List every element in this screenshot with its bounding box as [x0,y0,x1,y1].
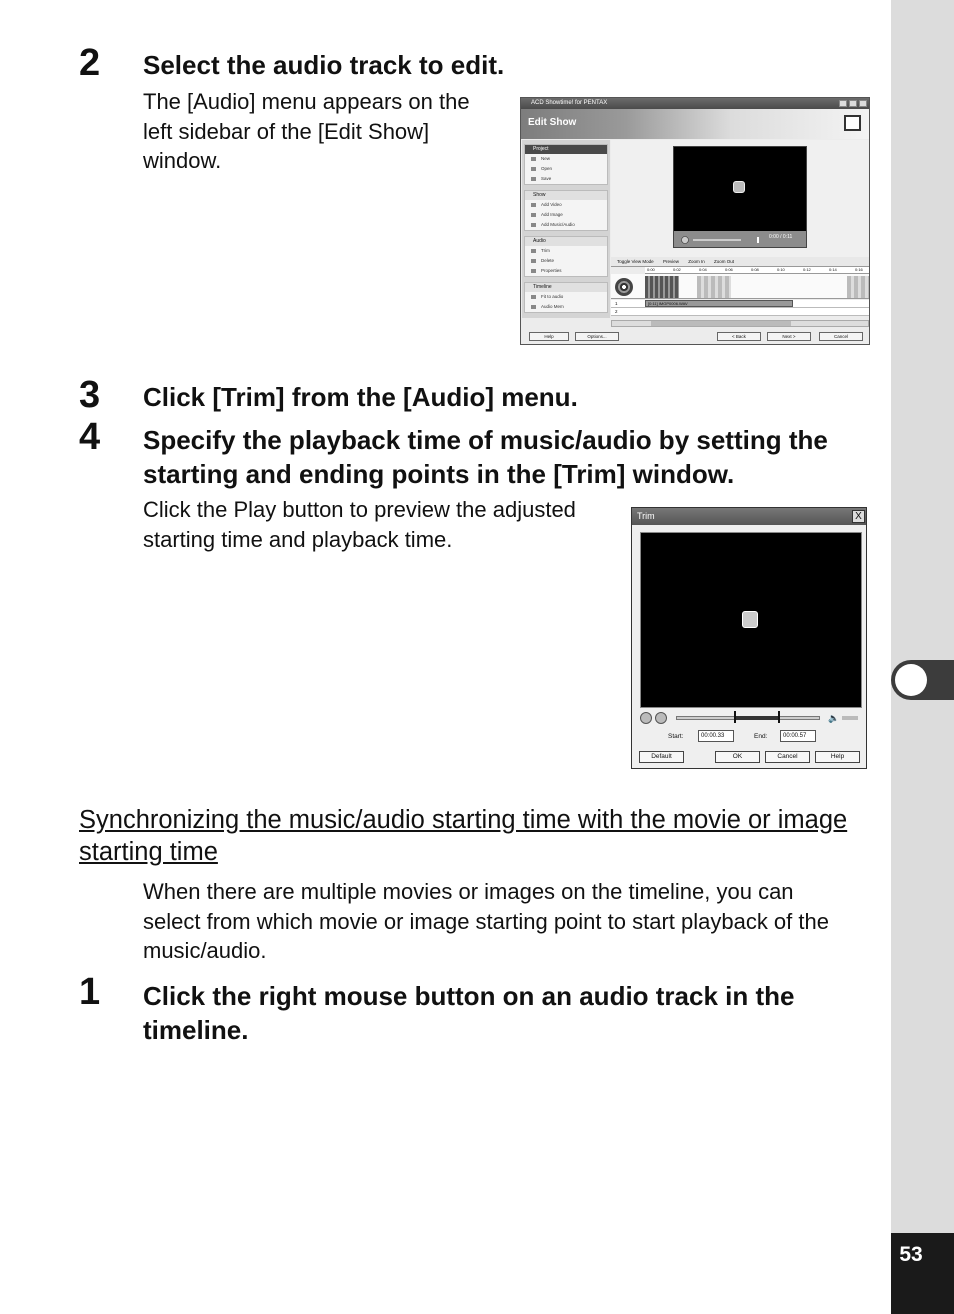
sidebar-item-trim[interactable]: Trim [525,246,607,256]
maximize-icon[interactable] [849,100,857,107]
trim-window-title: Trim [632,508,867,525]
sidebar-item-open[interactable]: Open [525,164,607,174]
sidebar-group-label: Show [525,191,607,200]
cancel-button[interactable]: Cancel [765,751,810,763]
sidebar-item-add-music[interactable]: Add Music/Audio [525,220,607,230]
section-body: When there are multiple movies or images on the timeline, you can select from which movie or image starting point to start playback of the music/audio. [143,879,829,963]
audio-track-number: 1 [615,301,618,306]
page-margin-strip [891,0,954,1314]
default-button[interactable]: Default [639,751,684,763]
sidebar-item-new[interactable]: New [525,154,607,164]
stop-button-icon[interactable] [655,712,667,724]
sidebar-item-fit-to-audio[interactable]: Fit to audio [525,292,607,302]
page-number: 53 [899,1243,923,1266]
ruler-tick: 0:14 [829,267,837,272]
timeline-toolbar [611,257,869,267]
step-4-heading: Specify the playback time of music/audio by setting the starting and ending points in the [Trim] window. [143,425,828,489]
play-button-icon[interactable] [682,237,689,244]
image-clip-thumbnail[interactable] [847,276,869,298]
volume-icon[interactable]: 🔈 [828,713,840,723]
scrollbar-thumb[interactable] [651,321,791,326]
ruler-tick: 0:12 [803,267,811,272]
step-4-body: Click the Play button to preview the adjusted starting time and playback time. [143,497,576,552]
start-marker[interactable] [734,711,736,723]
ruler-tick: 0:10 [777,267,785,272]
step-2-body: The [Audio] menu appears on the left sidebar of the [Edit Show] window. [143,89,470,173]
sidebar-group-label: Project [525,145,607,154]
sidebar-group-label: Timeline [525,283,607,292]
step-2-number: 2 [79,42,101,84]
sidebar-group-audio [524,236,608,277]
trim-selection [734,716,778,720]
sidebar-group-show [524,190,608,231]
sidebar-item-add-image[interactable]: Add Image [525,210,607,220]
audio-clip[interactable]: [0:11] IMGP0006.WAV [645,300,793,307]
sidebar-group-label: Audio [525,237,607,246]
sidebar-group-timeline [524,282,608,313]
help-button[interactable]: Help [529,332,569,341]
start-label: Start: [668,733,684,740]
cancel-button[interactable]: Cancel [819,332,863,341]
minimize-icon[interactable] [839,100,847,107]
ruler-tick: 0:06 [725,267,733,272]
zoom-in-button[interactable]: Zoom In [688,259,705,264]
play-button-icon[interactable] [640,712,652,724]
volume-slider[interactable] [842,716,858,720]
preview-button[interactable]: Preview [662,259,679,264]
ruler-tick: 0:00 [647,267,655,272]
sidebar-item-add-video[interactable]: Add Video [525,200,607,210]
progress-track[interactable] [693,239,741,241]
end-label: End: [754,733,768,740]
end-field[interactable]: 00:00.57 [780,730,816,742]
ruler-tick: 0:02 [673,267,681,272]
ok-button[interactable]: OK [715,751,760,763]
timeline-ruler [645,267,869,274]
next-button[interactable]: Next > [767,332,811,341]
audio-track-row[interactable] [611,308,869,316]
zoom-out-button[interactable]: Zoom Out [714,259,735,264]
section-heading: Synchronizing the music/audio starting time with the movie or image starting time [79,806,848,866]
music-disc-icon [615,278,633,296]
help-button[interactable]: Help [815,751,860,763]
sidebar-item-save[interactable]: Save [525,174,607,184]
film-clipboard-icon [844,115,861,131]
video-clip-thumbnail[interactable] [645,276,679,298]
step-2-heading: Select the audio track to edit. [143,50,505,80]
sidebar-item-properties[interactable]: Properties [525,266,607,276]
edit-show-title: Edit Show [528,117,577,128]
close-icon[interactable]: X [852,510,865,523]
options-button[interactable]: Options... [575,332,619,341]
chapter-tab-marker [895,664,927,696]
end-marker[interactable] [778,711,780,723]
back-button[interactable]: < Back [717,332,761,341]
player-time: 0:00 / 0:11 [769,234,793,240]
ruler-tick: 0:04 [699,267,707,272]
image-clip-thumbnail[interactable] [697,276,731,298]
step-1-heading: Click the right mouse button on an audio track in the timeline. [143,981,795,1045]
step-3-number: 3 [79,374,101,416]
media-icon [742,611,758,628]
ruler-tick: 0:08 [751,267,759,272]
sidebar-group-project [524,144,608,185]
trim-window-screenshot [631,507,867,769]
close-icon[interactable] [859,100,867,107]
edit-show-window-screenshot [520,97,870,345]
sidebar-item-delete[interactable]: Delete [525,256,607,266]
step-4-number: 4 [79,416,101,458]
start-field[interactable]: 00:00.33 [698,730,734,742]
toggle-view-mode-button[interactable]: Toggle View Mode [617,259,654,264]
audio-track-number: 2 [615,309,618,314]
step-1-number: 1 [79,971,101,1013]
window-title: ACD Showtime! for PENTAX [521,98,870,109]
progress-handle[interactable] [757,237,759,243]
step-3-heading: Click [Trim] from the [Audio] menu. [143,382,578,412]
media-icon [733,181,745,193]
sidebar-item-audio-mem[interactable]: Audio Mem [525,302,607,312]
ruler-tick: 0:16 [855,267,863,272]
